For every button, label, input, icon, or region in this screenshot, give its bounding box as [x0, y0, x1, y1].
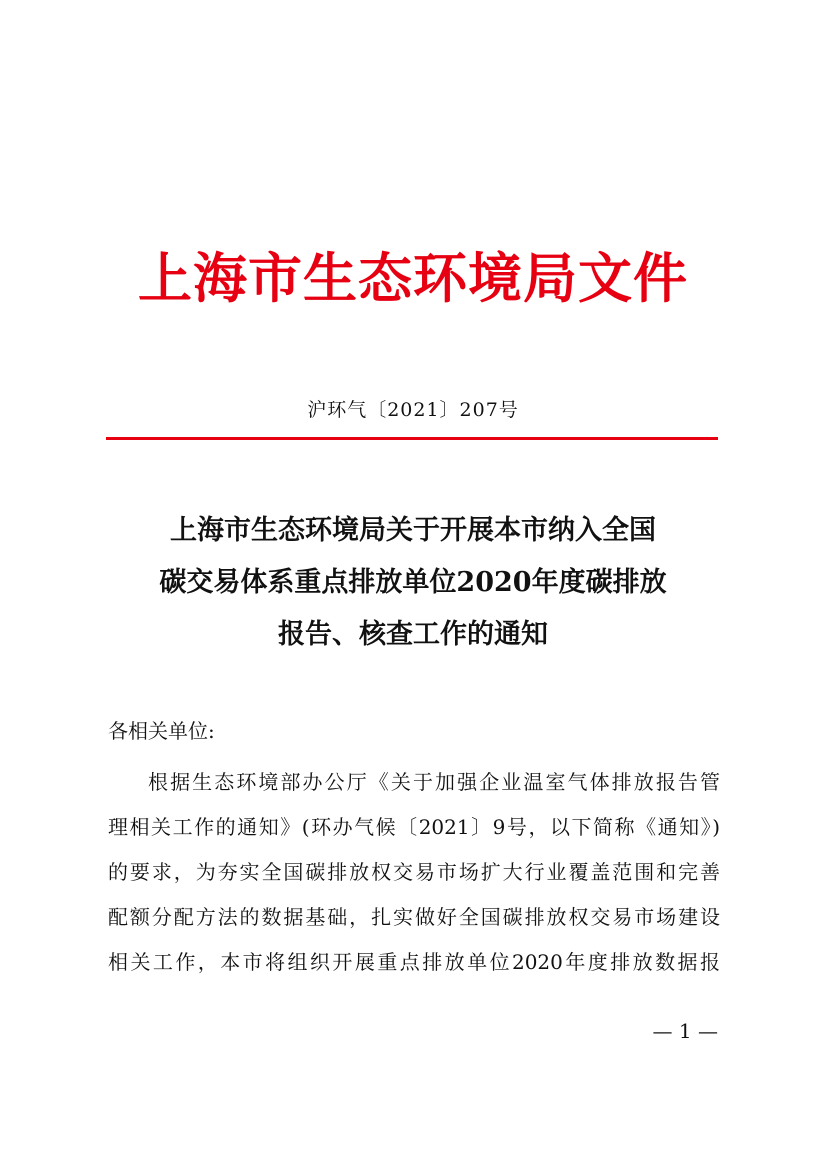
body-paragraph	[108, 768, 720, 993]
document-title	[80, 505, 746, 661]
page-number: — 1 —	[652, 1019, 718, 1043]
title-line: 上海市生态环境局关于开展本市纳入全国	[170, 515, 656, 546]
body-line: 的要求，为夯实全国碳排放权交易市场扩大行业覆盖范围和完善	[108, 860, 720, 884]
body-line: 相关工作，本市将组织开展重点排放单位2020年度排放数据报	[108, 950, 720, 974]
red-separator-line	[106, 437, 718, 440]
title-line: 报告、核查工作的通知	[278, 619, 548, 650]
body-line: 根据生态环境部办公厅《关于加强企业温室气体排放报告管	[148, 770, 720, 794]
body-line: 配额分配方法的数据基础，扎实做好全国碳排放权交易市场建设	[108, 905, 720, 929]
title-line: 碳交易体系重点排放单位2020年度碳排放	[159, 567, 667, 598]
salutation: 各相关单位:	[108, 719, 215, 743]
document-issuer-header: 上海市生态环境局文件	[138, 246, 688, 310]
document-number: 沪环气〔2021〕207号	[307, 399, 519, 421]
body-line: 理相关工作的通知》(环办气候〔2021〕9号，以下简称《通知》)	[108, 815, 720, 839]
